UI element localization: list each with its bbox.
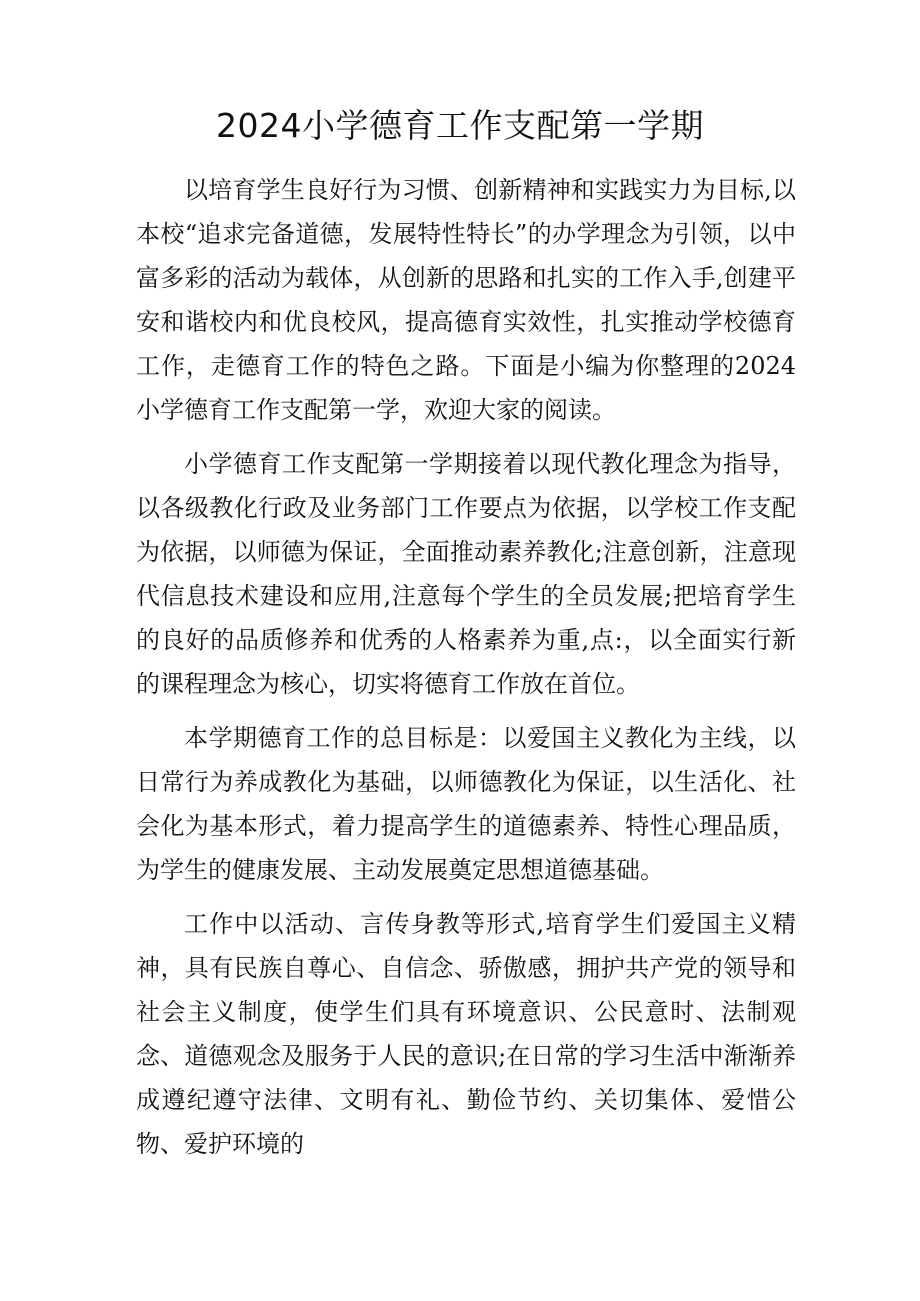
paragraph-3: 本学期德育工作的总目标是：以爱国主义教化为主线，以日常行为养成教化为基础，以师德教化为保证，以生活化、社会化为基本形式，着力提高学生的道德素养、特性心理品质，为学生的健康发展、主动发展奠定思想道德基础。: [136, 724, 796, 884]
document-body: [136, 168, 796, 1176]
paragraph-2: 小学德育工作支配第一学期接着以现代教化理念为指导，以各级教化行政及业务部门工作要点为依据，以学校工作支配为依据，以师德为保证，全面推动素养教化;注意创新，注意现代信息技术建设和应用,注意每个学生的全员发展;把培育学生的良好的品质修养和优秀的人格素养为重,点:，以全面实行新的课程理念为核心，切实将德育工作放在首位。: [136, 450, 796, 698]
document-title: 2024小学德育工作支配第一学期: [216, 106, 704, 145]
paragraph-1: 以培育学生良好行为习惯、创新精神和实践实力为目标,以本校“追求完备道德，发展特性特长”的办学理念为引领，以中富多彩的活动为载体，从创新的思路和扎实的工作入手,创建平安和谐校内和优良校风，提高德育实效性，扎实推动学校德育工作，走德育工作的特色之路。下面是小编为你整理的2024小学德育工作支配第一学，欢迎大家的阅读。: [136, 176, 796, 424]
paragraph-4: 工作中以活动、言传身教等形式,培育学生们爱国主义精神，具有民族自尊心、自信念、骄傲感，拥护共产党的领导和社会主义制度，使学生们具有环境意识、公民意时、法制观念、道德观念及服务于人民的意识;在日常的学习生活中渐渐养成遵纪遵守法律、文明有礼、勤俭节约、关切集体、爱惜公物、爱护环境的: [136, 910, 796, 1158]
